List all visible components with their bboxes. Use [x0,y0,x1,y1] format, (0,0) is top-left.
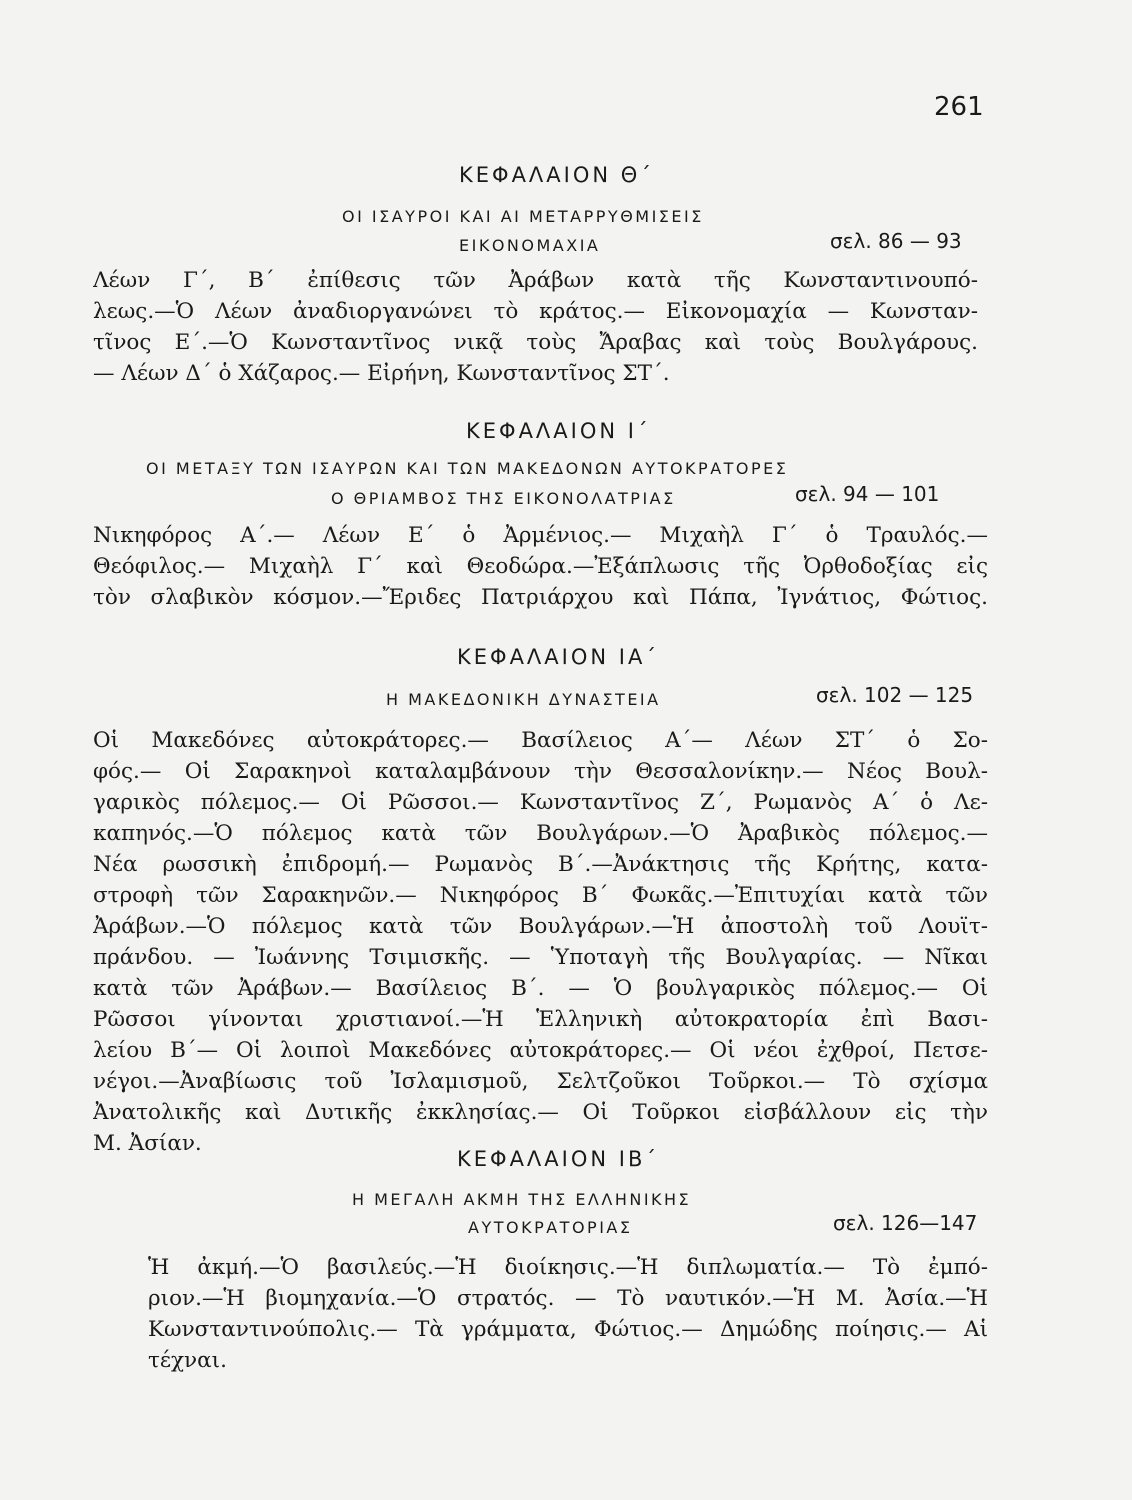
summary-line: Ἀνατολικῆς καὶ Δυτικῆς ἐκκλησίας.— Οἱ Τοῦρκοι εἰσβάλλουν εἰς τὴν [93,1100,988,1125]
summary-line: Κωνσταντινούπολις.— Τὰ γράμματα, Φώτιος.— Δημώδης ποίησις.— Αἱ [148,1317,988,1342]
chapter-subtitle: ΟΙ ΙΣΑΥΡΟΙ ΚΑΙ ΑΙ ΜΕΤΑΡΡΥΘΜΙΣΕΙΣ [342,207,704,226]
summary-line: Οἱ Μακεδόνες αὐτοκράτορες.— Βασίλειος Α΄— Λέων ΣΤ΄ ὁ Σο- [93,728,988,753]
summary-line: στροφὴ τῶν Σαρακηνῶν.— Νικηφόρος Β΄ Φωκᾶς.—Ἐπιτυχίαι κατὰ τῶν [93,883,988,908]
chapter-summary [148,1252,988,1376]
chapter-summary [93,725,988,1159]
summary-line: Νικηφόρος Α΄.— Λέων Ε΄ ὁ Ἀρμένιος.— Μιχαὴλ Γ΄ ὁ Τραυλός.— [93,523,988,548]
chapter-title: ΚΕΦΑΛΑΙΟΝ Θ΄ [459,163,654,187]
summary-line: γαρικὸς πόλεμος.— Οἱ Ρῶσσοι.— Κωνσταντῖνος Ζ΄, Ρωμανὸς Α΄ ὁ Λε- [93,790,988,815]
summary-line: φός.— Οἱ Σαρακηνοὶ καταλαμβάνουν τὴν Θεσσαλονίκην.— Νέος Βουλ- [93,759,988,784]
summary-line: Μ. Ἀσίαν. [93,1131,202,1156]
summary-line: κατὰ τῶν Ἀράβων.— Βασίλειος Β΄. — Ὁ βουλγαρικὸς πόλεμος.— Οἱ [93,976,988,1001]
chapter-title: ΚΕΦΑΛΑΙΟΝ Ι΄ [466,419,651,443]
summary-line: Ἀράβων.—Ὁ πόλεμος κατὰ τῶν Βουλγάρων.—Ἡ ἀποστολὴ τοῦ Λουϊτ- [93,914,988,939]
chapter-subtitle: ΑΥΤΟΚΡΑΤΟΡΙΑΣ [468,1218,633,1237]
summary-line: Νέα ρωσσικὴ ἐπιδρομή.— Ρωμανὸς Β΄.—Ἀνάκτησις τῆς Κρήτης, κατα- [93,852,988,877]
summary-line: ριον.—Ἡ βιομηχανία.—Ὁ στρατός. — Τὸ ναυτικόν.—Ἡ Μ. Ἀσία.—Ἡ [148,1286,988,1311]
summary-line: λείου Β΄— Οἱ λοιποὶ Μακεδόνες αὐτοκράτορες.— Οἱ νέοι ἐχθροί, Πετσε- [93,1038,988,1063]
summary-line: Ρῶσσοι γίνονται χριστιανοί.—Ἡ Ἑλληνικὴ αὐτοκρατορία ἐπὶ Βασι- [93,1007,988,1032]
chapter-subtitle: ΕΙΚΟΝΟΜΑΧΙΑ [459,236,601,255]
page-number: 261 [934,92,984,122]
page-reference: σελ. 126—147 [833,1211,978,1235]
page-reference: σελ. 102 — 125 [816,683,974,707]
summary-line: τὸν σλαβικὸν κόσμον.—Ἔριδες Πατριάρχου καὶ Πάπα, Ἰγνάτιος, Φώτιος. [93,585,988,610]
summary-line: τῖνος Ε΄.—Ὁ Κωνσταντῖνος νικᾷ τοὺς Ἄραβας καὶ τοὺς Βουλγάρους. [93,330,978,355]
summary-line: Ἡ ἀκμή.—Ὁ βασιλεύς.—Ἡ διοίκησις.—Ἡ διπλωματία.— Τὸ ἐμπό- [148,1255,988,1280]
chapter-subtitle: Ο ΘΡΙΑΜΒΟΣ ΤΗΣ ΕΙΚΟΝΟΛΑΤΡΙΑΣ [331,489,676,508]
summary-line: — Λέων Δ΄ ὁ Χάζαρος.— Εἰρήνη, Κωνσταντῖνος ΣΤ΄. [93,361,670,386]
chapter-title: ΚΕΦΑΛΑΙΟΝ ΙΒ΄ [457,1147,659,1171]
chapter-subtitle: Η ΜΑΚΕΔΟΝΙΚΗ ΔΥΝΑΣΤΕΙΑ [386,690,661,709]
page-reference: σελ. 86 — 93 [830,229,962,253]
summary-line: καπηνός.—Ὁ πόλεμος κατὰ τῶν Βουλγάρων.—Ὁ Ἀραβικὸς πόλεμος.— [93,821,988,846]
summary-line: πράνδου. — Ἰωάννης Τσιμισκῆς. — Ὑποταγὴ τῆς Βουλγαρίας. — Νῖκαι [93,945,988,970]
chapter-subtitle: Η ΜΕΓΑΛΗ ΑΚΜΗ ΤΗΣ ΕΛΛΗΝΙΚΗΣ [352,1190,692,1209]
chapter-subtitle: ΟΙ ΜΕΤΑΞΥ ΤΩΝ ΙΣΑΥΡΩΝ ΚΑΙ ΤΩΝ ΜΑΚΕΔΟΝΩΝ ΑΥΤΟΚΡΑΤΟΡΕΣ [146,459,789,478]
summary-line: λεως.—Ὁ Λέων ἀναδιοργανώνει τὸ κράτος.— Εἰκονομαχία — Κωνσταν- [93,299,978,324]
chapter-summary [93,265,978,389]
summary-line: Θεόφιλος.— Μιχαὴλ Γ΄ καὶ Θεοδώρα.—Ἐξάπλωσις τῆς Ὀρθοδοξίας εἰς [93,554,988,579]
chapter-summary [93,520,988,613]
page-reference: σελ. 94 — 101 [795,482,940,506]
summary-line: τέχναι. [148,1348,227,1373]
summary-line: Λέων Γ΄, Β΄ ἐπίθεσις τῶν Ἀράβων κατὰ τῆς Κωνσταντινουπό- [93,268,978,293]
summary-line: νέγοι.—Ἀναβίωσις τοῦ Ἰσλαμισμοῦ, Σελτζοῦκοι Τοῦρκοι.— Τὸ σχίσμα [93,1069,988,1094]
chapter-title: ΚΕΦΑΛΑΙΟΝ ΙΑ΄ [457,645,659,669]
